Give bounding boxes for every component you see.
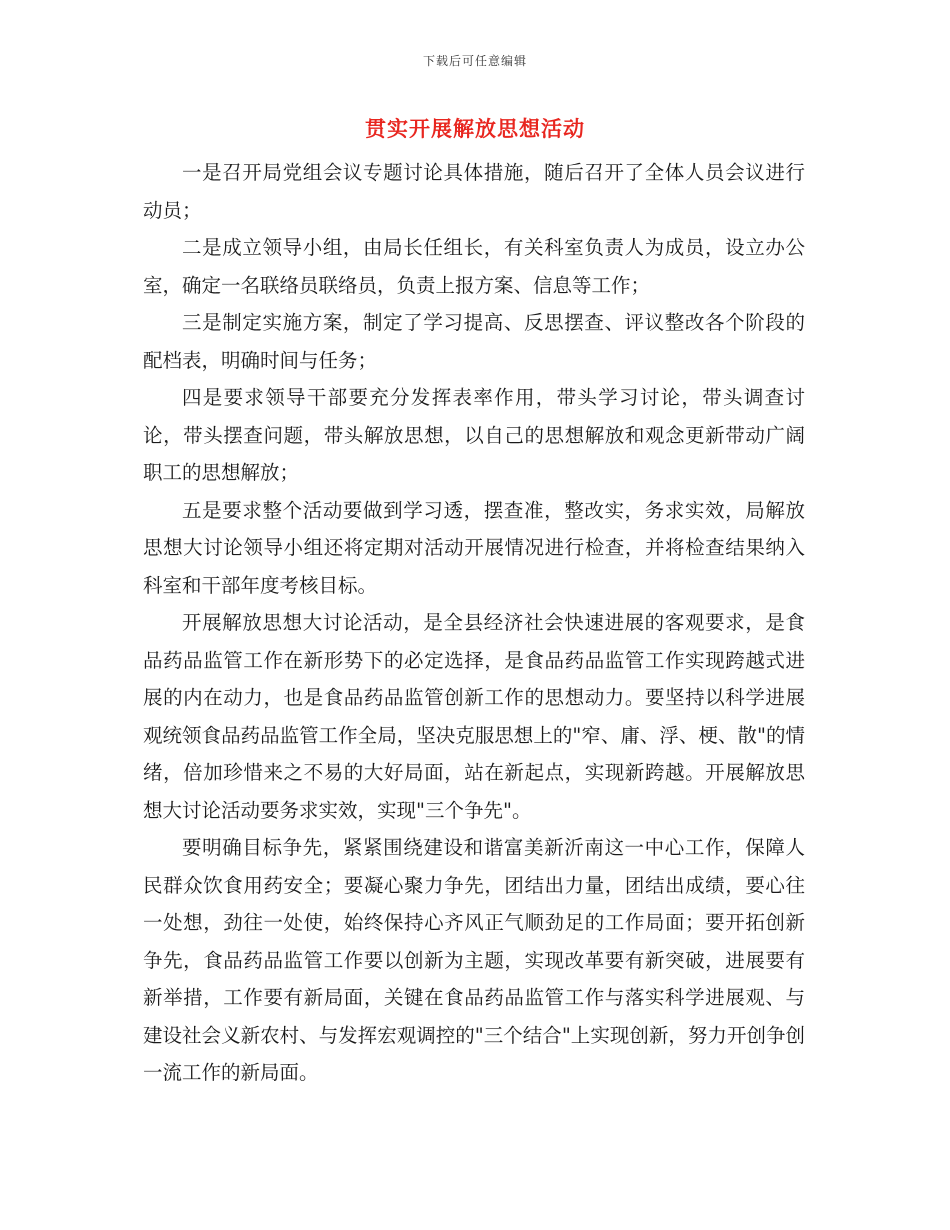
paragraph: 开展解放思想大讨论活动，是全县经济社会快速进展的客观要求，是食品药品监管工作在新形势下的必定选择，是食品药品监管工作实现跨越式进展的内在动力，也是食品药品监管创新工作的思想动力。要坚持以科学进展观统领食品药品监管工作全局，坚决克服思想上的"窄、庸、浮、梗、散"的情绪，倍加珍惜来之不易的大好局面，站在新起点，实现新跨越。开展解放思想大讨论活动要务求实效，实现"三个争先"。: [143, 611, 805, 822]
document-body: [143, 154, 805, 1092]
header-note: 下载后可任意编辑: [422, 54, 527, 68]
paragraph: 三是制定实施方案，制定了学习提高、反思摆查、评议整改各个阶段的配档表，明确时间与任务；: [143, 311, 805, 372]
paragraph: 四是要求领导干部要充分发挥表率作用，带头学习讨论，带头调查讨论，带头摆查问题，带头解放思想，以自己的思想解放和观念更新带动广阔职工的思想解放；: [143, 386, 805, 484]
paragraph: 一是召开局党组会议专题讨论具体措施，随后召开了全体人员会议进行动员；: [143, 161, 805, 222]
paragraph: 五是要求整个活动要做到学习透，摆查准，整改实，务求实效，局解放思想大讨论领导小组还将定期对活动开展情况进行检查，并将检查结果纳入科室和干部年度考核目标。: [143, 498, 805, 597]
document-title: 贯实开展解放思想活动: [365, 116, 585, 141]
paragraph: 二是成立领导小组，由局长任组长，有关科室负责人为成员，设立办公室，确定一名联络员联络员，负责上报方案、信息等工作；: [143, 236, 805, 297]
paragraph: 要明确目标争先，紧紧围绕建设和谐富美新沂南这一中心工作，保障人民群众饮食用药安全；要凝心聚力争先，团结出力量，团结出成绩，要心往一处想，劲往一处使，始终保持心齐风正气顺劲足的工作局面；要开拓创新争先，食品药品监管工作要以创新为主题，实现改革要有新突破，进展要有新举措，工作要有新局面，关键在食品药品监管工作与落实科学进展观、与建设社会义新农村、与发挥宏观调控的"三个结合"上实现创新，努力开创争创一流工作的新局面。: [143, 836, 805, 1084]
